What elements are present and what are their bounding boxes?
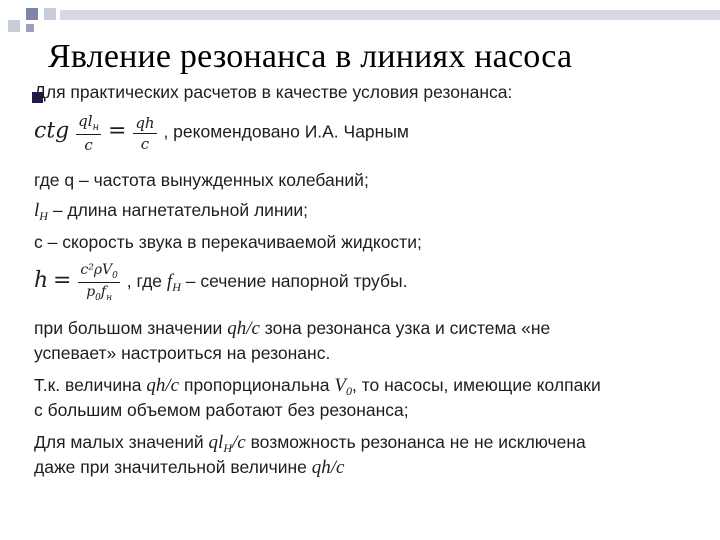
paragraph-1-line-2: успевает» настроиться на резонанс.: [34, 343, 331, 363]
formula-h-suffix: – сечение напорной трубы.: [180, 270, 408, 291]
formula-equals: =: [108, 118, 127, 144]
p1-text-a: при большом значении: [34, 318, 228, 338]
intro-text: Для практических расчетов в качестве условия резонанса:: [34, 82, 513, 102]
p2-v: V: [334, 375, 346, 396]
frac-right-denominator: c: [140, 134, 150, 153]
p2-v-sub: 0: [345, 384, 352, 398]
decorative-checker-stripe: [0, 0, 720, 36]
frac-h-numerator: c²ρV: [80, 262, 113, 278]
formula-resonance: [34, 112, 409, 154]
frac-h-numerator-sub: 0: [112, 270, 118, 281]
frac-h-denominator: p: [86, 283, 96, 300]
deco-square: [44, 8, 56, 20]
formula-h: [34, 262, 407, 303]
p2-text-c: , то насосы, имеющие колпаки: [351, 375, 601, 395]
p3-ql: ql: [208, 432, 224, 453]
formula-attribution: , рекомендовано И.А. Чарным: [163, 121, 409, 142]
frac-h-denominator-sub: 0: [95, 292, 101, 303]
symbol-l: l: [34, 200, 40, 221]
deco-square: [26, 8, 38, 20]
p2-text-b: пропорциональна: [179, 375, 335, 395]
paragraph-1-line-1: [34, 318, 550, 340]
p3-ql-sub: H: [223, 441, 232, 455]
formula-h-fraction: [78, 262, 120, 303]
formula-h-mid: , где: [126, 270, 167, 291]
p4-text-a: даже при значительной величине: [34, 457, 312, 477]
deco-square: [8, 20, 20, 32]
definition-l: [34, 200, 308, 222]
deco-square: [26, 24, 34, 32]
p3-c: /c: [231, 432, 246, 453]
p2-qhc: qh/c: [146, 375, 180, 396]
frac-h-denominator-f-sub: н: [106, 292, 113, 303]
symbol-f: f: [166, 270, 173, 292]
p1-text-b: зона резонанса узка и система «не: [259, 318, 551, 338]
slide-title: Явление резонанса в линиях насоса: [48, 38, 573, 75]
formula-fraction-left: [76, 112, 101, 154]
p3-text-a: Для малых значений: [34, 432, 209, 452]
paragraph-2-line-2: с большим объемом работают без резонанса;: [34, 400, 409, 420]
definition-q: где q – частота вынужденных колебаний;: [34, 170, 369, 190]
p3-text-b: возможность резонанса не не исключена: [245, 432, 586, 452]
definition-c: с – скорость звука в перекачиваемой жидкости;: [34, 232, 422, 252]
frac-left-denominator: c: [84, 136, 93, 154]
p2-text-a: Т.к. величина: [34, 375, 147, 395]
symbol-l-sub: H: [39, 209, 48, 223]
paragraph-2-line-1: [34, 375, 601, 397]
formula-ctg: ctg: [34, 118, 70, 144]
frac-left-numerator-sub: н: [92, 122, 100, 133]
formula-h-equals: =: [53, 267, 72, 293]
frac-right-numerator: qh: [135, 113, 155, 132]
paragraph-3-line-2: [34, 457, 344, 479]
definition-l-text: – длина нагнетательной линии;: [47, 200, 309, 220]
symbol-f-sub: H: [172, 279, 181, 294]
deco-stripe: [60, 10, 720, 20]
paragraph-3-line-1: [34, 432, 586, 454]
formula-h-symbol: h: [34, 267, 49, 293]
frac-h-denominator-f: f: [100, 283, 107, 300]
frac-left-numerator: ql: [78, 112, 93, 130]
p4-qhc: qh/c: [311, 457, 345, 478]
p1-qhc: qh/c: [227, 318, 260, 339]
formula-fraction-right: [133, 114, 156, 153]
